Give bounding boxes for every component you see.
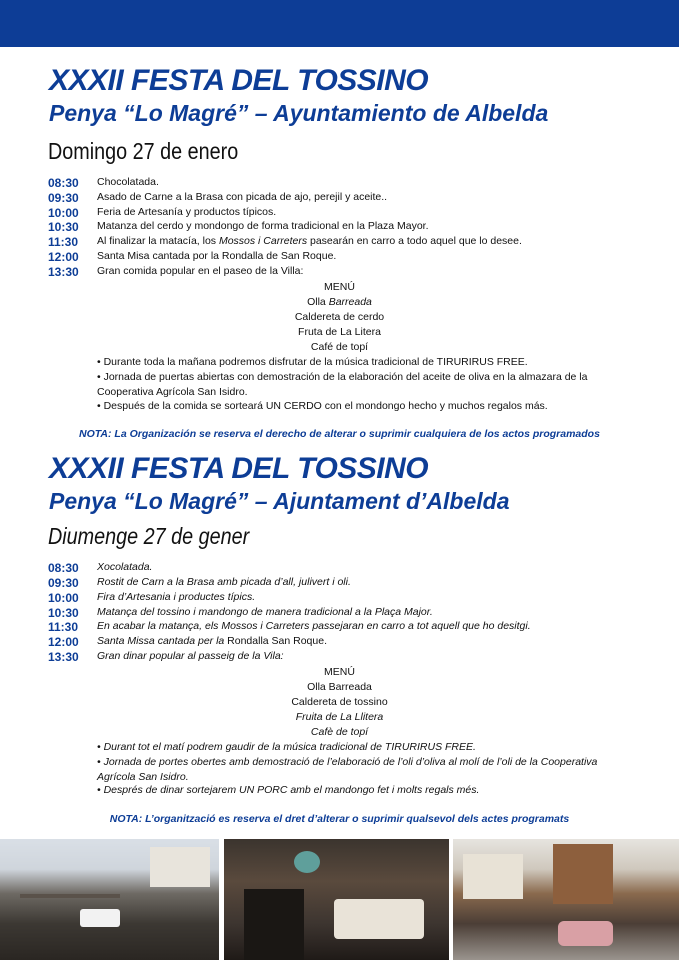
schedule-time: 09:30 [48, 191, 79, 205]
schedule-time: 08:30 [48, 561, 79, 575]
event-date-es: Domingo 27 de enero [48, 138, 239, 164]
schedule-row [0, 206, 679, 221]
schedule-activity [97, 635, 327, 647]
menu-item: Café de topí [310, 341, 369, 353]
schedule-activity: Rostit de Carn a la Brasa amb picada d’all, julivert i oli. [97, 576, 351, 588]
menu-item: Caldereta de tossino [291, 696, 388, 708]
schedule-activity: Xocolatada. [97, 561, 153, 573]
schedule-time: 11:30 [48, 235, 79, 249]
event-date-ca: Diumenge 27 de gener [48, 523, 250, 549]
tree-shape [20, 894, 120, 898]
schedule-row [0, 176, 679, 191]
info-bullet: • Després de dinar sortejarem UN PORC amb el mandongo fet i molts regals més. [97, 784, 480, 796]
schedule-time: 10:30 [48, 606, 79, 620]
festival-title-es: XXXII FESTA DEL TOSSINO [49, 64, 429, 97]
schedule-time: 13:30 [48, 650, 79, 664]
schedule-row [0, 235, 679, 250]
schedule-row [0, 650, 679, 665]
info-bullet: • Jornada de portes obertes amb demostració de l’elaboració de l’oli d’oliva al molí de l’oli de la Cooperativa Agrícola San Isidro. [97, 756, 598, 783]
schedule-time: 11:30 [48, 620, 79, 634]
schedule-activity [97, 235, 522, 247]
women-cooking-photo [224, 839, 449, 960]
activity-group-name: Mossos i Carreters [218, 235, 308, 247]
schedule-time: 12:00 [48, 250, 79, 264]
activity-text: Santa Missa cantada per la [97, 635, 225, 647]
photo-strip [0, 839, 679, 960]
activity-text: pasearán en carro a todo aquel que lo desee. [307, 235, 522, 247]
menu-heading: MENÚ [324, 666, 355, 678]
info-bullet: • Jornada de puertas abiertas con demostración de la elaboración del aceite de oliva en la almazara de la Cooperativa Agrícola San Isidro. [97, 371, 588, 398]
apron-shape [334, 899, 424, 939]
menu-item: Fruita de La Llitera [295, 711, 384, 723]
disclaimer-es: NOTA: La Organización se reserva el derecho de alterar o suprimir cualquiera de los actos programados [79, 428, 600, 440]
menu-item: Fruta de La Litera [298, 326, 381, 338]
cart-shape [558, 921, 613, 946]
tent-shape [80, 909, 120, 927]
schedule-activity: Asado de Carne a la Brasa con picada de ajo, perejil y aceite.. [97, 191, 388, 203]
schedule-row [0, 620, 679, 635]
schedule-time: 13:30 [48, 265, 79, 279]
info-bullet: • Después de la comida se sorteará UN CERDO con el mondongo hecho y muchos regalos más. [97, 400, 548, 412]
church-shape [553, 844, 613, 904]
figure-shape [244, 889, 304, 960]
activity-text: Al finalizar la matacía, los [97, 235, 219, 247]
top-banner [0, 0, 679, 47]
menu-item: Caldereta de cerdo [294, 311, 385, 323]
building-shape [463, 854, 523, 899]
schedule-activity: Fira d’Artesania i productes típics. [97, 591, 256, 603]
info-bullet: • Durant tot el matí podrem gaudir de la música tradicional de TIRURIRUS FREE. [97, 741, 476, 753]
schedule-row [0, 635, 679, 650]
schedule-row [0, 191, 679, 206]
headscarf-shape [294, 851, 320, 873]
menu-item-text: Barreada [328, 296, 372, 308]
menu-item: Cafè de topí [310, 726, 369, 738]
schedule-row [0, 250, 679, 265]
festival-title-ca: XXXII FESTA DEL TOSSINO [49, 452, 429, 485]
schedule-activity: Chocolatada. [97, 176, 159, 188]
menu-item [0, 296, 679, 308]
schedule-activity: Gran comida popular en el paseo de la Villa: [97, 265, 304, 277]
schedule-time: 10:30 [48, 220, 79, 234]
schedule-row [0, 561, 679, 576]
schedule-activity: Feria de Artesanía y productos típicos. [97, 206, 277, 218]
schedule-time: 08:30 [48, 176, 79, 190]
schedule-row [0, 220, 679, 235]
building-shape [150, 847, 210, 887]
schedule-time: 09:30 [48, 576, 79, 590]
street-parade-photo [453, 839, 679, 960]
menu-heading: MENÚ [324, 281, 355, 293]
schedule-row [0, 265, 679, 280]
crowd-square-photo [0, 839, 219, 960]
schedule-activity: Gran dinar popular al passeig de la Vila: [97, 650, 284, 662]
info-bullet: • Durante toda la mañana podremos disfrutar de la música tradicional de TIRURIRUS FREE. [97, 356, 528, 368]
menu-item-text: Olla [307, 296, 329, 308]
festival-subtitle-es: Penya “Lo Magré” – Ayuntamiento de Albelda [49, 100, 549, 126]
schedule-time: 10:00 [48, 591, 79, 605]
schedule-time: 12:00 [48, 635, 79, 649]
schedule-activity: En acabar la matança, els Mossos i Carreters passejaran en carro a tot aquell que ho desitgi. [97, 620, 531, 632]
festival-subtitle-ca: Penya “Lo Magré” – Ajuntament d’Albelda [49, 488, 510, 514]
schedule-time: 10:00 [48, 206, 79, 220]
schedule-row [0, 591, 679, 606]
schedule-activity: Santa Misa cantada por la Rondalla de San Roque. [97, 250, 337, 262]
menu-item: Olla Barreada [307, 681, 372, 693]
schedule-activity: Matanza del cerdo y mondongo de forma tradicional en la Plaza Mayor. [97, 220, 429, 232]
schedule-row [0, 606, 679, 621]
disclaimer-ca: NOTA: L’organització es reserva el dret d’alterar o suprimir qualsevol dels actes programats [109, 813, 570, 825]
schedule-activity: Matança del tossino i mandongo de manera tradicional a la Plaça Major. [97, 606, 433, 618]
activity-text: Rondalla San Roque. [224, 635, 327, 647]
schedule-row [0, 576, 679, 591]
